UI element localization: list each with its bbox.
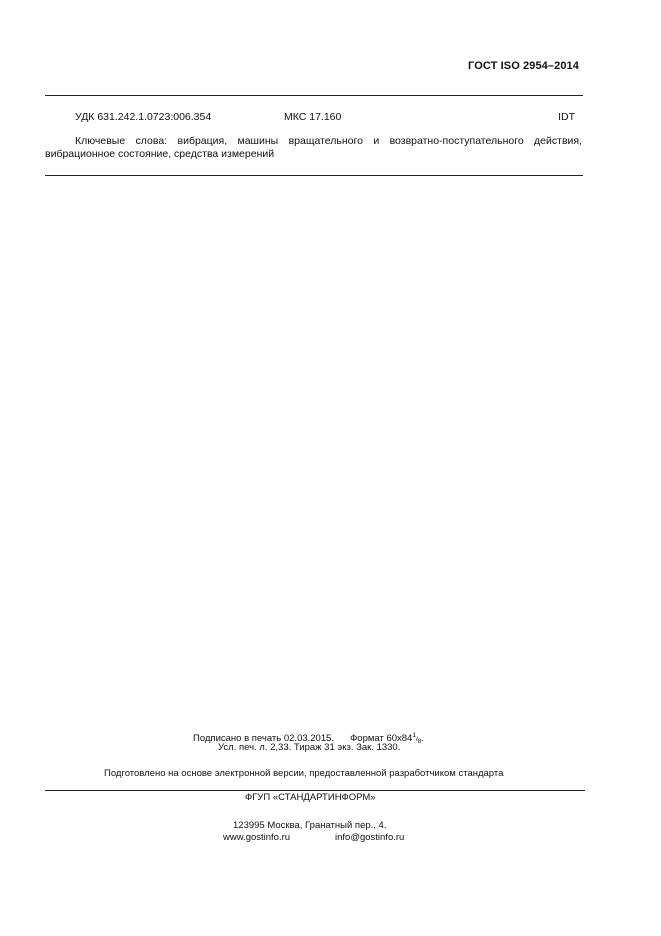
keywords-line-1: Ключевые слова: вибрация, машины вращательного и возвратно-поступательного действия, [75, 135, 582, 147]
mks-code: МКС 17.160 [284, 111, 342, 123]
publisher-email[interactable]: info@gostinfo.ru [335, 832, 405, 843]
prepared-note: Подготовлено на основе электронной версии, предоставленной разработчиком стандарта [104, 768, 504, 779]
keywords-divider [45, 175, 583, 176]
keywords-line-2: вибрационное состояние, средства измерений [45, 148, 275, 160]
print-sheets-line: Усл. печ. л. 2,33. Тираж 31 экз. Зак. 1330. [218, 742, 401, 753]
format-numerator: 1 [412, 732, 416, 739]
signed-date: Подписано в печать 02.03.2015. [193, 733, 335, 744]
standard-number: ГОСТ ISO 2954–2014 [468, 60, 579, 72]
format-slash: / [415, 736, 418, 743]
keywords-block [45, 135, 582, 161]
format-period: . [421, 733, 425, 744]
top-divider [45, 95, 583, 96]
equivalence-degree: IDT [558, 111, 575, 123]
paper-format: Формат 60х84 [350, 733, 413, 744]
udk-code: УДК 631.242.1.0723:006.354 [75, 111, 212, 123]
publisher-website[interactable]: www.gostinfo.ru [223, 832, 291, 843]
publisher-address: 123995 Москва, Гранатный пер., 4. [233, 820, 387, 831]
publisher-name: ФГУП «СТАНДАРТИНФОРМ» [245, 792, 376, 803]
format-denominator: 8 [417, 738, 422, 745]
